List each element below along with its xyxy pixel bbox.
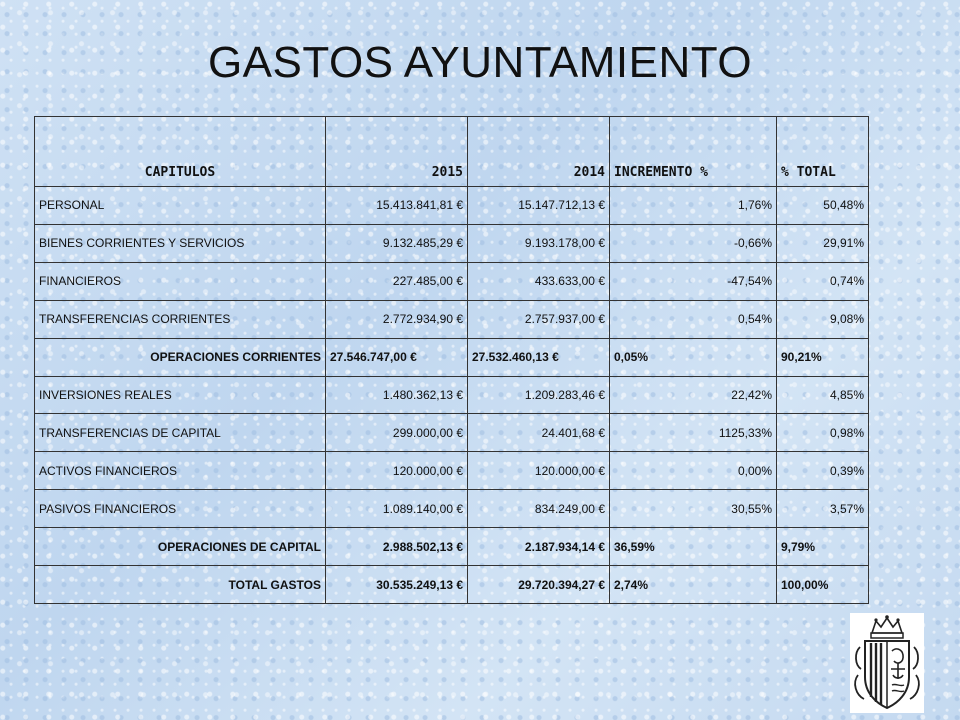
value-2015: 299.000,00 € [326, 414, 468, 452]
value-2015: 227.485,00 € [326, 262, 468, 300]
value-total: 9,79% [777, 528, 869, 566]
row-label: ACTIVOS FINANCIEROS [35, 452, 326, 490]
value-2015: 27.546.747,00 € [326, 338, 468, 376]
value-2014: 15.147.712,13 € [468, 187, 610, 225]
row-label: OPERACIONES DE CAPITAL [35, 528, 326, 566]
subtotal-row [35, 338, 869, 376]
value-total: 3,57% [777, 490, 869, 528]
table-row [35, 187, 869, 225]
header-capitulos: CAPITULOS [35, 117, 326, 187]
value-total: 50,48% [777, 187, 869, 225]
page-title: GASTOS AYUNTAMIENTO [207, 38, 753, 87]
row-label: TRANSFERENCIAS DE CAPITAL [35, 414, 326, 452]
value-total: 0,98% [777, 414, 869, 452]
row-label: INVERSIONES REALES [35, 376, 326, 414]
value-2014: 9.193.178,00 € [468, 224, 610, 262]
value-total: 100,00% [777, 566, 869, 604]
value-incremento: 0,00% [610, 452, 777, 490]
value-2014: 27.532.460,13 € [468, 338, 610, 376]
value-2014: 1.209.283,46 € [468, 376, 610, 414]
table-row [35, 490, 869, 528]
expenses-table [34, 116, 869, 604]
value-2015: 2.772.934,90 € [326, 300, 468, 338]
value-2015: 2.988.502,13 € [326, 528, 468, 566]
value-2015: 30.535.249,13 € [326, 566, 468, 604]
table-row [35, 262, 869, 300]
value-2015: 9.132.485,29 € [326, 224, 468, 262]
value-2015: 120.000,00 € [326, 452, 468, 490]
value-incremento: 0,54% [610, 300, 777, 338]
header-2014: 2014 [468, 117, 610, 187]
value-incremento: 1,76% [610, 187, 777, 225]
value-incremento: 36,59% [610, 528, 777, 566]
value-incremento: -0,66% [610, 224, 777, 262]
row-label: TRANSFERENCIAS CORRIENTES [35, 300, 326, 338]
value-2014: 120.000,00 € [468, 452, 610, 490]
row-label: OPERACIONES CORRIENTES [35, 338, 326, 376]
table-header-row [35, 117, 869, 187]
value-total: 4,85% [777, 376, 869, 414]
value-2015: 1.089.140,00 € [326, 490, 468, 528]
header-2015: 2015 [326, 117, 468, 187]
value-2014: 834.249,00 € [468, 490, 610, 528]
header-incremento: INCREMENTO % [610, 117, 777, 187]
value-2014: 2.187.934,14 € [468, 528, 610, 566]
table-row [35, 414, 869, 452]
value-total: 9,08% [777, 300, 869, 338]
row-label: PASIVOS FINANCIEROS [35, 490, 326, 528]
value-incremento: -47,54% [610, 262, 777, 300]
value-total: 90,21% [777, 338, 869, 376]
value-2014: 433.633,00 € [468, 262, 610, 300]
row-label: PERSONAL [35, 187, 326, 225]
subtotal-row [35, 528, 869, 566]
value-incremento: 2,74% [610, 566, 777, 604]
coat-of-arms-icon [850, 613, 924, 713]
value-2014: 2.757.937,00 € [468, 300, 610, 338]
row-label: FINANCIEROS [35, 262, 326, 300]
value-incremento: 30,55% [610, 490, 777, 528]
value-incremento: 0,05% [610, 338, 777, 376]
value-total: 0,39% [777, 452, 869, 490]
row-label: BIENES CORRIENTES Y SERVICIOS [35, 224, 326, 262]
table-row [35, 452, 869, 490]
value-incremento: 22,42% [610, 376, 777, 414]
row-label: TOTAL GASTOS [35, 566, 326, 604]
table-row [35, 224, 869, 262]
table-row [35, 300, 869, 338]
value-total: 0,74% [777, 262, 869, 300]
value-2014: 24.401,68 € [468, 414, 610, 452]
total-row [35, 566, 869, 604]
value-2015: 15.413.841,81 € [326, 187, 468, 225]
value-incremento: 1125,33% [610, 414, 777, 452]
table-row [35, 376, 869, 414]
header-total: % TOTAL [777, 117, 869, 187]
value-2015: 1.480.362,13 € [326, 376, 468, 414]
value-total: 29,91% [777, 224, 869, 262]
value-2014: 29.720.394,27 € [468, 566, 610, 604]
